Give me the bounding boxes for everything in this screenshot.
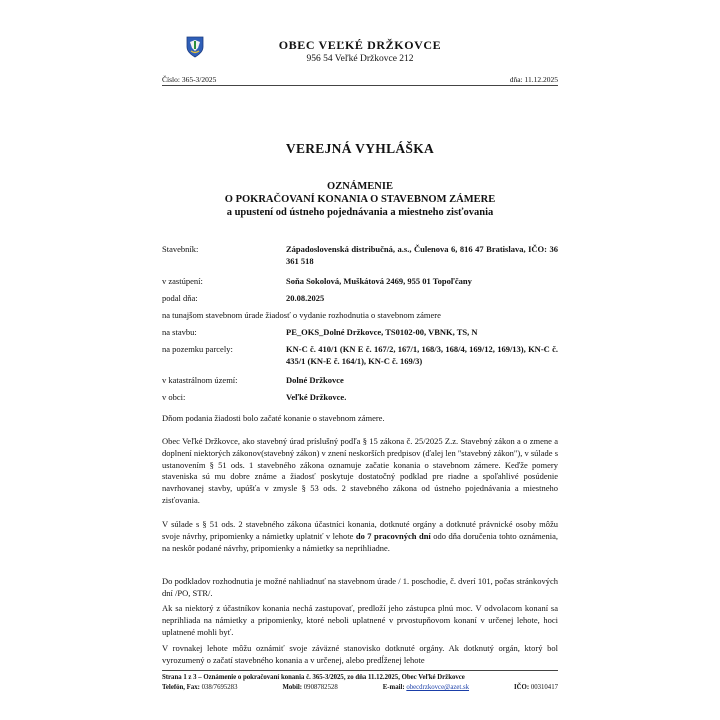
document-title: VEREJNÁ VYHLÁŠKA <box>285 141 435 156</box>
paragraph-authority: Obec Veľké Držkovce, ako stavebný úrad príslušný podľa § 15 zákona č. 25/2025 Z.z. Stavebný zákon a o zmene a doplnení niektorých zákonov(stavebný zákon) v znení neskorších predpisov (ďalej len "stavebný zákon"), v súlade s ustanovením § 51 ods. 1 stavebného zákona oznamuje začatie konania o stavebnom zámere. Keďže pomery staveniska sú mu dobre známe a žiadosť poskytuje dostatočný podklad pre riadne a spoľahlivé posúdenie navrhovanej stavby, upúšťa v zmysle § 53 ods. 2 stavebného zákona od ústneho pojednávania a miestneho zisťovania. <box>162 436 559 505</box>
request-text: na tunajšom stavebnom úrade žiadosť o vydanie rozhodnutia o stavebnom zámere <box>162 310 441 320</box>
cadastral-label: v katastrálnom území: <box>162 375 238 385</box>
document-number-value: 365-3/2025 <box>181 75 217 84</box>
notice-subject: O POKRAČOVANÍ KONANIA O STAVEBNOM ZÁMERE <box>224 194 496 205</box>
footer-page-text: Strana 1 z 3 – Oznámenie o pokračovaní konania č. 365-3/2025, zo dňa 11.12.2025, Obec Veľké Držkovce <box>162 674 465 681</box>
parcels-value: KN-C č. 410/1 (KN E č. 167/2, 167/1, 168/3, 168/4, 169/12, 169/13), KN-C č. 435/1 (KN-E č. 164/1), KN-C č. 169/3) <box>286 344 558 366</box>
document-date-label: dňa: <box>509 75 523 84</box>
filed-date-label: podal dňa: <box>162 293 198 303</box>
paragraph-representation: Ak sa niektorý z účastníkov konania nechá zastupovať, predloží jeho zástupca plnú moc. V odvolacom konaní sa neprihliada na námietky a pripomienky, ktoré neboli uplatnené v prvostupňovom konaní v určenej lehote, hoci uplatnené mohli byť. <box>162 603 558 637</box>
footer-phone <box>162 683 237 692</box>
representative-value: Soňa Sokolová, Muškátová 2469, 955 01 Topoľčany <box>286 276 472 286</box>
deadline-highlight: do 7 pracovných dní <box>355 530 431 541</box>
construction-value: PE_OKS_Dolné Držkovce, TS0102-00, VBNK, TS, N <box>286 327 478 337</box>
deadline-text-start: V súlade s § 51 ods. 2 stavebného zákona účastníci konania, dotknuté orgány a dotknuté právnické osoby môžu svoje návrhy, pripomienky a námietky uplatniť v lehote <box>162 519 558 541</box>
footer-page-line <box>162 673 558 682</box>
footer-email-label: E-mail: <box>382 684 405 691</box>
construction-label: na stavbu: <box>162 327 197 337</box>
village-value: Veľké Držkovce. <box>286 392 347 402</box>
paragraph-commencement: Dňom podania žiadosti bolo začaté konanie o stavebnom zámere. <box>162 413 385 423</box>
deadline-text-end: odo dňa doručenia tohto oznámenia, na neskôr podané návrhy, pripomienky a námietky sa neprihliadne. <box>162 530 559 553</box>
document-number-label: Číslo: <box>162 75 180 84</box>
footer-ico-value: 00310417 <box>530 684 558 691</box>
document-date <box>510 75 558 84</box>
municipality-address: 956 54 Veľké Držkovce 212 <box>306 54 414 64</box>
header-divider <box>162 85 558 86</box>
footer-phone-value: 038/7695283 <box>201 684 238 691</box>
document-number <box>162 75 216 84</box>
document-date-value: 11.12.2025 <box>524 75 558 84</box>
municipality-name: OBEC VEĽKÉ DRŽKOVCE <box>278 38 442 52</box>
representative-label: v zastúpení: <box>162 276 203 286</box>
coat-of-arms-icon <box>186 36 204 58</box>
builder-value: Západoslovenská distribučná, a.s., Čulenova 6, 816 47 Bratislava, IČO: 36 361 518 <box>286 244 558 266</box>
footer-mobile-value: 0908782528 <box>303 684 338 691</box>
parcels-label: na pozemku parcely: <box>162 344 233 354</box>
footer-email <box>383 683 469 692</box>
footer-contacts <box>162 683 558 692</box>
builder-label: Stavebník: <box>162 244 199 254</box>
filed-date-value: 20.08.2025 <box>286 293 325 303</box>
footer-mobile <box>282 683 337 692</box>
footer-email-link[interactable]: obecdrzkovce@azet.sk <box>406 684 470 691</box>
paragraph-authorities: V rovnakej lehote môžu oznámiť svoje záväzné stanovisko dotknuté orgány. Ak dotknutý orgán, ktorý bol vyrozumený o začatí stavebného konania a v určenej, alebo predĺženej lehote <box>162 643 558 665</box>
footer-phone-label: Telefón, Fax: <box>162 684 200 691</box>
notice-waiver: a upustení od ústneho pojednávania a miestneho zisťovania <box>226 207 494 218</box>
footer-divider <box>162 670 558 671</box>
notice-heading: OZNÁMENIE <box>327 181 393 192</box>
cadastral-value: Dolné Držkovce <box>286 375 344 385</box>
footer-mobile-label: Mobil: <box>282 684 303 691</box>
paragraph-deadline <box>162 519 558 554</box>
village-label: v obci: <box>162 392 186 402</box>
footer-ico <box>514 683 558 692</box>
paragraph-inspection: Do podkladov rozhodnutia je možné nahliadnuť na stavebnom úrade / 1. poschodie, č. dverí 101, počas stránkových dní /PO, STR/. <box>162 576 558 598</box>
footer-ico-label: IČO: <box>514 684 530 691</box>
